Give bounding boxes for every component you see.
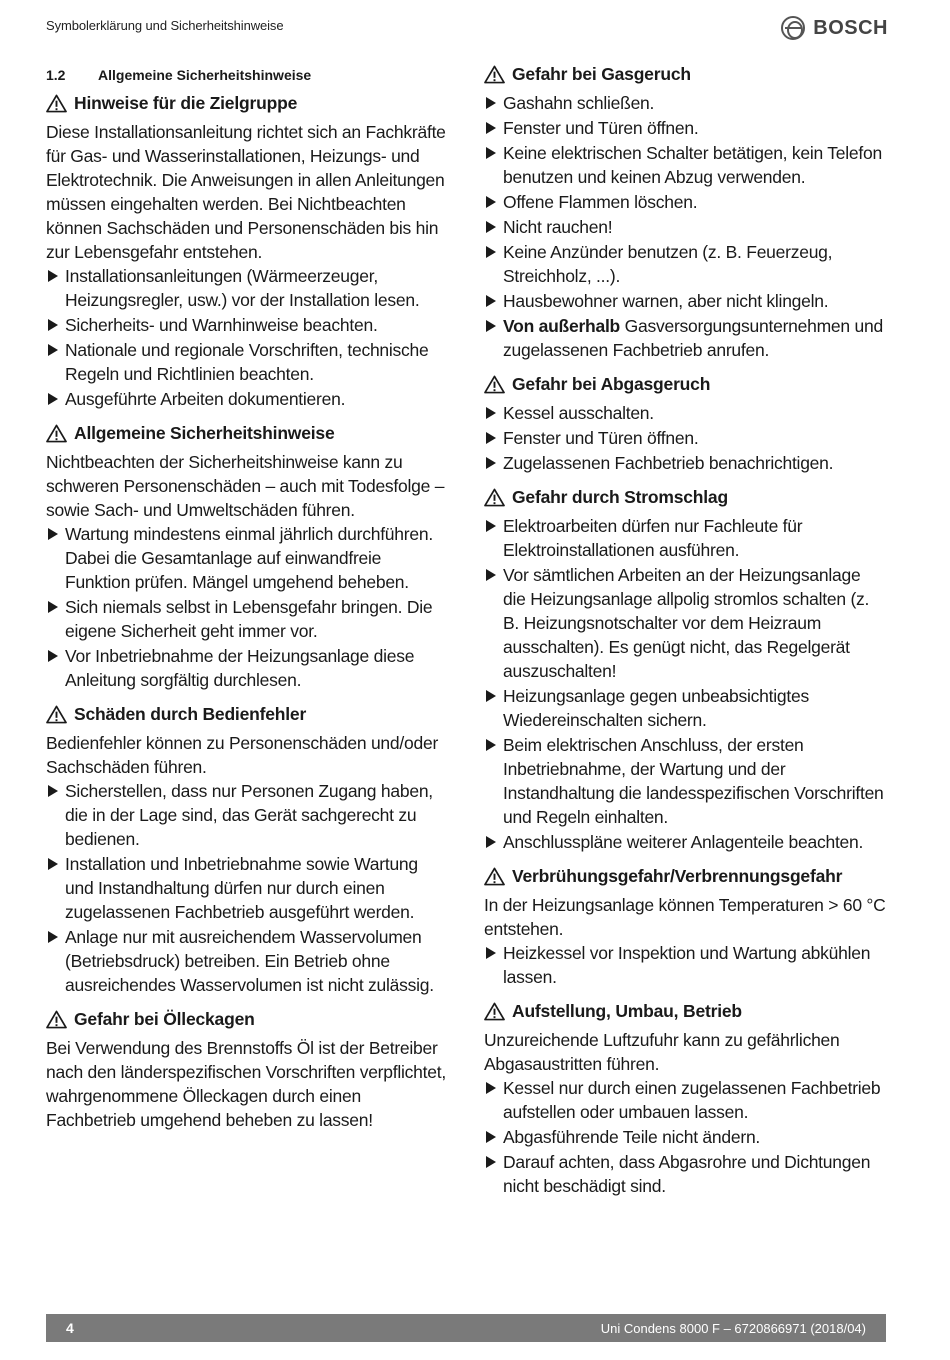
list-item-text: Sicherstellen, dass nur Personen Zugang haben, die in der Lage sind, das Gerät sachgerecht zu bedienen. <box>65 781 433 849</box>
list-item <box>46 779 446 851</box>
warning-heading <box>484 487 886 508</box>
bullet-arrow-icon <box>486 295 496 307</box>
list-item <box>484 733 886 829</box>
bullet-arrow-icon <box>486 1082 496 1094</box>
list-item-text: Kessel nur durch einen zugelassenen Fachbetrieb aufstellen oder umbauen lassen. <box>503 1078 881 1122</box>
list-item <box>46 644 446 692</box>
warning-heading <box>484 866 886 887</box>
left-column <box>46 64 446 1144</box>
list-item <box>484 1125 886 1149</box>
warning-heading <box>46 1009 446 1030</box>
list-item-text: Zugelassenen Fachbetrieb benachrichtigen. <box>503 453 834 473</box>
list-item-text: Gashahn schließen. <box>503 93 655 113</box>
bullet-arrow-icon <box>486 947 496 959</box>
bullet-arrow-icon <box>48 528 58 540</box>
bullet-list <box>484 1076 886 1198</box>
bullet-arrow-icon <box>486 320 496 332</box>
list-item-text: Fenster und Türen öffnen. <box>503 118 699 138</box>
bullet-arrow-icon <box>486 1131 496 1143</box>
running-header: Symbolerklärung und Sicherheitshinweise <box>46 18 284 33</box>
list-item <box>484 289 886 313</box>
warning-block <box>484 374 886 475</box>
warning-icon <box>484 375 505 394</box>
list-item-text: Kessel ausschalten. <box>503 403 654 423</box>
list-item-text: Sicherheits- und Warnhinweise beachten. <box>65 315 378 335</box>
list-item-text: Wartung mindestens einmal jährlich durchführen. Dabei die Gesamtanlage auf einwandfreie Funktion prüfen. Mängel umgehend beheben. <box>65 524 433 592</box>
list-item-text: Heizungsanlage gegen unbeabsichtigtes Wiedereinschalten sichern. <box>503 686 809 730</box>
bullet-arrow-icon <box>48 931 58 943</box>
warning-icon <box>484 488 505 507</box>
warning-block <box>46 423 446 692</box>
warning-title: Hinweise für die Zielgruppe <box>74 93 298 113</box>
list-item-text: Installation und Inbetriebnahme sowie Wartung und Instandhaltung dürfen nur durch einen zugelassenen Fachbetrieb ausgeführt werden. <box>65 854 418 922</box>
warning-heading <box>484 64 886 85</box>
warning-block <box>484 1001 886 1198</box>
warning-text: Diese Installationsanleitung richtet sich an Fachkräfte für Gas- und Wasserinstallationen, Heizungs- und Elektrotechnik. Die Anweisungen in allen Anleitungen müssen eingehalten werden. Bei Nichtbeachten können Sachschäden und Personenschäden bis hin zur Lebensgefahr entstehen. <box>46 122 446 262</box>
warning-block <box>46 93 446 411</box>
warning-icon <box>484 867 505 886</box>
warning-block <box>46 1009 446 1132</box>
bullet-arrow-icon <box>486 147 496 159</box>
list-item <box>484 563 886 683</box>
warning-title: Gefahr bei Abgasgeruch <box>512 374 711 394</box>
list-item-text: Ausgeführte Arbeiten dokumentieren. <box>65 389 346 409</box>
warning-title: Verbrühungsgefahr/Verbrennungsgefahr <box>512 866 843 886</box>
list-item-text: Sich niemals selbst in Lebensgefahr bringen. Die eigene Sicherheit geht immer vor. <box>65 597 433 641</box>
list-item-text: Abgasführende Teile nicht ändern. <box>503 1127 761 1147</box>
bullet-arrow-icon <box>486 432 496 444</box>
bullet-arrow-icon <box>486 836 496 848</box>
list-item-text: Fenster und Türen öffnen. <box>503 428 699 448</box>
bullet-arrow-icon <box>486 1156 496 1168</box>
warning-title: Gefahr durch Stromschlag <box>512 487 728 507</box>
bullet-arrow-icon <box>486 407 496 419</box>
list-item <box>46 595 446 643</box>
bullet-arrow-icon <box>486 739 496 751</box>
list-item-text: Vor sämtlichen Arbeiten an der Heizungsanlage die Heizungsanlage allpolig stromlos schalten (z. B. Heizungsnotschalter vor dem Heizraum ausschalten). Es genügt nicht, das Regelgerät auszuschalten! <box>503 565 870 681</box>
list-item-text: Installationsanleitungen (Wärmeerzeuger, Heizungsregler, usw.) vor der Installation lesen. <box>65 266 420 310</box>
warning-title: Aufstellung, Umbau, Betrieb <box>512 1001 742 1021</box>
bullet-arrow-icon <box>486 246 496 258</box>
list-item <box>484 401 886 425</box>
right-column <box>484 64 886 1210</box>
list-item <box>46 925 446 997</box>
section-title: Allgemeine Sicherheitshinweise <box>98 67 312 83</box>
list-item-text: Offene Flammen löschen. <box>503 192 698 212</box>
bullet-list <box>484 941 886 989</box>
list-item <box>46 522 446 594</box>
warning-title: Gefahr bei Ölleckagen <box>74 1009 255 1029</box>
page-footer <box>46 1314 886 1342</box>
bullet-arrow-icon <box>486 520 496 532</box>
list-item <box>484 141 886 189</box>
warning-text: Nichtbeachten der Sicherheitshinweise kann zu schweren Personenschäden – auch mit Todesfolge – sowie Sach- und Umweltschäden führen. <box>46 452 445 520</box>
bullet-arrow-icon <box>48 270 58 282</box>
list-item <box>46 313 446 337</box>
section-heading <box>46 67 446 83</box>
warning-text: In der Heizungsanlage können Temperaturen > 60 °C entstehen. <box>484 895 886 939</box>
bullet-arrow-icon <box>486 457 496 469</box>
bullet-list <box>46 522 446 692</box>
list-item-text: Keine elektrischen Schalter betätigen, kein Telefon benutzen und keinen Abzug verwenden. <box>503 143 882 187</box>
bullet-arrow-icon <box>486 221 496 233</box>
bullet-list <box>484 401 886 475</box>
list-item <box>484 314 886 362</box>
bullet-arrow-icon <box>486 690 496 702</box>
warning-heading <box>46 704 446 725</box>
list-item-text: Gasversorgungsunternehmen und zugelassenen Fachbetrieb anrufen. <box>503 316 883 360</box>
warning-title: Schäden durch Bedienfehler <box>74 704 307 724</box>
list-item <box>484 451 886 475</box>
bullet-arrow-icon <box>48 601 58 613</box>
warning-block <box>484 487 886 854</box>
bullet-list <box>46 779 446 997</box>
warning-heading <box>484 374 886 395</box>
bullet-arrow-icon <box>486 196 496 208</box>
bullet-arrow-icon <box>48 319 58 331</box>
warning-block <box>46 704 446 997</box>
warning-heading <box>484 1001 886 1022</box>
list-item <box>484 684 886 732</box>
bullet-arrow-icon <box>48 858 58 870</box>
warning-text: Bei Verwendung des Brennstoffs Öl ist der Betreiber nach den länderspezifischen Vorschriften verpflichtet, wahrgenommene Ölleckagen durch einen Fachbetrieb umgehend beheben zu lassen! <box>46 1038 446 1130</box>
section-number: 1.2 <box>46 67 66 83</box>
list-item <box>484 830 886 854</box>
list-item-text: Elektroarbeiten dürfen nur Fachleute für Elektroinstallationen ausführen. <box>503 516 803 560</box>
list-item <box>46 387 446 411</box>
list-item <box>484 514 886 562</box>
warning-text: Unzureichende Luftzufuhr kann zu gefährlichen Abgasaustritten führen. <box>484 1030 840 1074</box>
warning-icon <box>484 1002 505 1021</box>
list-item <box>46 338 446 386</box>
warning-text: Bedienfehler können zu Personenschäden und/oder Sachschäden führen. <box>46 733 439 777</box>
warning-block <box>484 866 886 989</box>
bullet-arrow-icon <box>48 785 58 797</box>
warning-title: Allgemeine Sicherheitshinweise <box>74 423 335 443</box>
list-item <box>46 264 446 312</box>
warning-icon <box>46 94 67 113</box>
list-item-text: Hausbewohner warnen, aber nicht klingeln. <box>503 291 829 311</box>
bullet-list <box>484 91 886 362</box>
list-item <box>484 215 886 239</box>
bullet-arrow-icon <box>486 97 496 109</box>
list-item-text: Nationale und regionale Vorschriften, technische Regeln und Richtlinien beachten. <box>65 340 429 384</box>
list-item <box>484 240 886 288</box>
document-reference: Uni Condens 8000 F – 6720866971 (2018/04) <box>600 1320 866 1336</box>
warning-icon <box>46 1010 67 1029</box>
list-item-text: Vor Inbetriebnahme der Heizungsanlage diese Anleitung sorgfältig durchlesen. <box>65 646 415 690</box>
warning-title: Gefahr bei Gasgeruch <box>512 64 691 84</box>
list-item-text: Anlage nur mit ausreichendem Wasservolumen (Betriebsdruck) betreiben. Ein Betrieb ohne ausreichendes Wasservolumen ist nicht zulässig. <box>65 927 434 995</box>
list-item <box>484 91 886 115</box>
list-item <box>484 941 886 989</box>
warning-heading <box>46 423 446 444</box>
list-item <box>484 1076 886 1124</box>
list-item <box>484 190 886 214</box>
bullet-list <box>46 264 446 411</box>
bullet-arrow-icon <box>486 122 496 134</box>
warning-icon <box>46 424 67 443</box>
warning-block <box>484 64 886 362</box>
bullet-arrow-icon <box>48 650 58 662</box>
brand <box>781 16 888 40</box>
bullet-arrow-icon <box>48 393 58 405</box>
warning-icon <box>46 705 67 724</box>
list-item <box>484 116 886 140</box>
list-item-text: Heizkessel vor Inspektion und Wartung abkühlen lassen. <box>503 943 871 987</box>
list-item-text: Anschlusspläne weiterer Anlagenteile beachten. <box>503 832 864 852</box>
brand-name: BOSCH <box>813 16 888 39</box>
list-item <box>46 852 446 924</box>
bullet-arrow-icon <box>486 569 496 581</box>
bullet-list <box>484 514 886 854</box>
list-item-text: Darauf achten, dass Abgasrohre und Dichtungen nicht beschädigt sind. <box>503 1152 871 1196</box>
list-item-text: Nicht rauchen! <box>503 217 613 237</box>
bullet-arrow-icon <box>48 344 58 356</box>
bosch-logo-icon <box>781 16 805 40</box>
list-item-text: Beim elektrischen Anschluss, der ersten Inbetriebnahme, der Wartung und der Instandhaltung die landesspezifischen Vorschriften und Regeln einhalten. <box>503 735 884 827</box>
page-number: 4 <box>66 1320 74 1336</box>
list-item <box>484 426 886 450</box>
warning-heading <box>46 93 446 114</box>
list-item-bold-lead: Von außerhalb <box>503 316 620 336</box>
list-item <box>484 1150 886 1198</box>
list-item-text: Keine Anzünder benutzen (z. B. Feuerzeug, Streichholz, ...). <box>503 242 833 286</box>
warning-icon <box>484 65 505 84</box>
